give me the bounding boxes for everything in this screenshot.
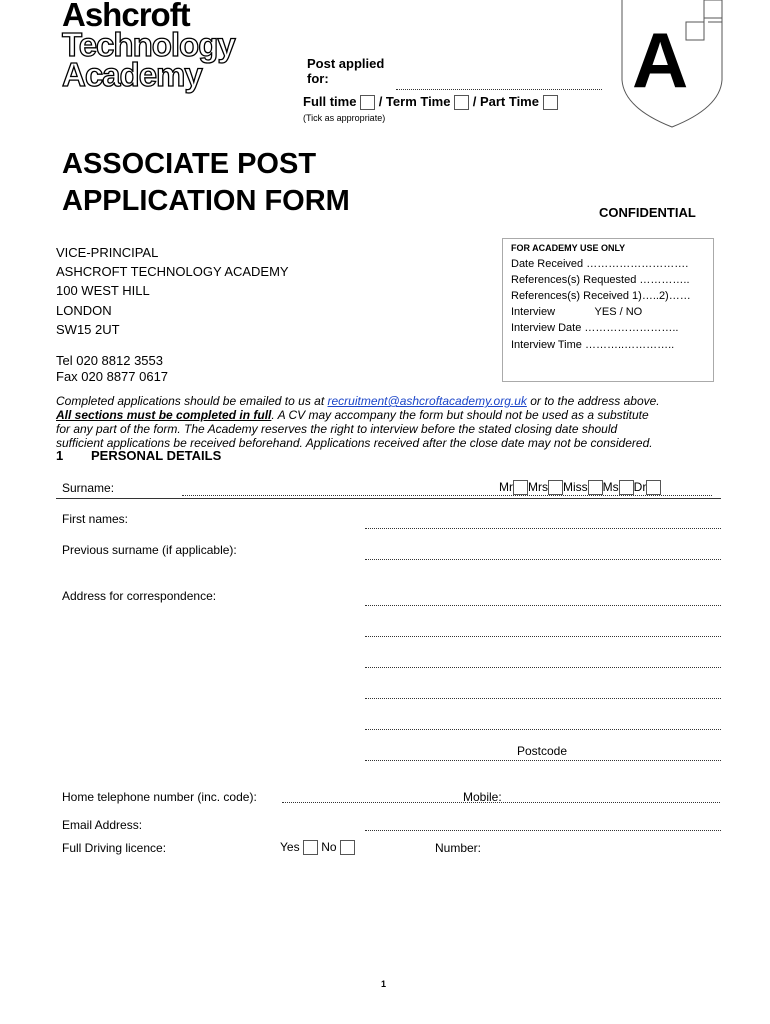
part-time-label: / Part Time xyxy=(472,94,539,109)
post-type-row xyxy=(303,94,558,110)
tick-note: (Tick as appropriate) xyxy=(303,113,386,123)
address-line: LONDON xyxy=(56,302,112,318)
licence-options xyxy=(280,840,355,855)
title-mrs-label: Mrs xyxy=(528,480,548,494)
title-mr-label: Mr xyxy=(499,480,513,494)
fax-text: Fax 020 8877 0617 xyxy=(56,369,169,384)
logo-line-ashcroft: Ashcroft xyxy=(62,0,190,33)
shield-letter: A xyxy=(632,16,689,104)
email-field[interactable] xyxy=(365,830,721,831)
instructions-line2 xyxy=(56,408,716,422)
email-label: Email Address: xyxy=(62,818,143,832)
address-block xyxy=(56,243,289,339)
licence-yes-checkbox[interactable] xyxy=(303,840,318,855)
academy-use-row: References(s) Requested ………….. xyxy=(511,274,690,286)
first-names-field[interactable] xyxy=(365,528,721,529)
logo-line-technology: Technology xyxy=(62,26,235,63)
post-applied-line1: Post applied xyxy=(307,56,385,71)
mobile-label: Mobile: xyxy=(463,790,502,804)
term-time-label: / Term Time xyxy=(378,94,451,109)
surname-label: Surname: xyxy=(62,481,115,495)
academy-use-row: References(s) Received 1)…..2)…… xyxy=(511,290,691,302)
section-number: 1 xyxy=(56,448,64,463)
previous-surname-label: Previous surname (if applicable): xyxy=(62,543,237,557)
academy-use-heading: FOR ACADEMY USE ONLY xyxy=(511,243,626,253)
instructions-text: . A CV may accompany the form but should not be used as a substitute xyxy=(271,408,649,422)
term-time-checkbox[interactable] xyxy=(454,95,469,110)
post-applied-line2: for: xyxy=(307,71,329,86)
licence-no-checkbox[interactable] xyxy=(340,840,355,855)
address-line: SW15 2UT xyxy=(56,321,120,337)
page-title-line2: APPLICATION FORM xyxy=(62,185,350,217)
address-field-line[interactable] xyxy=(365,698,721,699)
title-mr-checkbox[interactable] xyxy=(513,480,528,495)
title-dr-label: Dr xyxy=(633,480,647,494)
address-field-line[interactable] xyxy=(365,667,721,668)
title-mrs-checkbox[interactable] xyxy=(548,480,563,495)
academy-use-row: Interview YES / NO xyxy=(511,306,643,318)
address-line: ASHCROFT TECHNOLOGY ACADEMY xyxy=(56,264,289,280)
first-names-label: First names: xyxy=(62,512,129,526)
academy-use-box xyxy=(502,238,714,382)
telephone-text: Tel 020 8812 3553 xyxy=(56,353,163,368)
home-phone-label: Home telephone number (inc. code): xyxy=(62,790,257,804)
previous-surname-field[interactable] xyxy=(365,559,721,560)
page-title xyxy=(62,146,350,220)
academy-use-row: Interview Time ………..………….. xyxy=(511,339,675,351)
instructions-line1 xyxy=(56,394,716,408)
address-field-line[interactable] xyxy=(365,729,721,730)
instructions-block xyxy=(56,394,716,450)
recruitment-email-link[interactable]: recruitment@ashcroftacademy.org.uk xyxy=(327,394,527,408)
address-field-line[interactable] xyxy=(365,605,721,606)
contact-block xyxy=(56,353,168,385)
post-applied-label xyxy=(307,56,384,86)
instructions-line4: sufficient applications be received beforehand. Applications received after the close date may not be considered. xyxy=(56,436,653,450)
address-line: 100 WEST HILL xyxy=(56,283,150,299)
licence-no-label: No xyxy=(321,840,337,854)
page-number: 1 xyxy=(381,979,387,989)
licence-number-label: Number: xyxy=(435,841,482,855)
title-dr-checkbox[interactable] xyxy=(646,480,661,495)
instructions-text: Completed applications should be emailed to us at xyxy=(56,394,328,408)
address-label: Address for correspondence: xyxy=(62,589,217,603)
section-divider xyxy=(56,498,721,499)
confidential-label: CONFIDENTIAL xyxy=(599,205,696,220)
driving-licence-label: Full Driving licence: xyxy=(62,841,167,855)
instructions-emphasis: All sections must be completed in full xyxy=(56,408,272,422)
full-time-label: Full time xyxy=(303,94,357,109)
full-time-checkbox[interactable] xyxy=(360,95,375,110)
postcode-field[interactable] xyxy=(365,760,721,761)
academy-use-row: Date Received ………………………. xyxy=(511,258,689,270)
logo-line-academy: Academy xyxy=(62,56,202,93)
instructions-line3: for any part of the form. The Academy reserves the right to interview before the stated closing date should xyxy=(56,422,618,436)
page-title-line1: ASSOCIATE POST xyxy=(62,148,317,180)
post-applied-field[interactable] xyxy=(396,89,602,90)
title-miss-label: Miss xyxy=(563,480,588,494)
address-line: VICE-PRINCIPAL xyxy=(56,245,159,260)
instructions-text: or to the address above. xyxy=(526,394,660,408)
postcode-label: Postcode xyxy=(517,744,568,758)
title-options xyxy=(499,480,661,495)
part-time-checkbox[interactable] xyxy=(543,95,558,110)
title-ms-checkbox[interactable] xyxy=(619,480,634,495)
licence-yes-label: Yes xyxy=(280,840,300,854)
title-ms-label: Ms xyxy=(602,480,619,494)
academy-use-row: Interview Date …………………….. xyxy=(511,322,679,334)
address-field-line[interactable] xyxy=(365,636,721,637)
title-miss-checkbox[interactable] xyxy=(588,480,603,495)
section-title: PERSONAL DETAILS xyxy=(91,448,222,463)
